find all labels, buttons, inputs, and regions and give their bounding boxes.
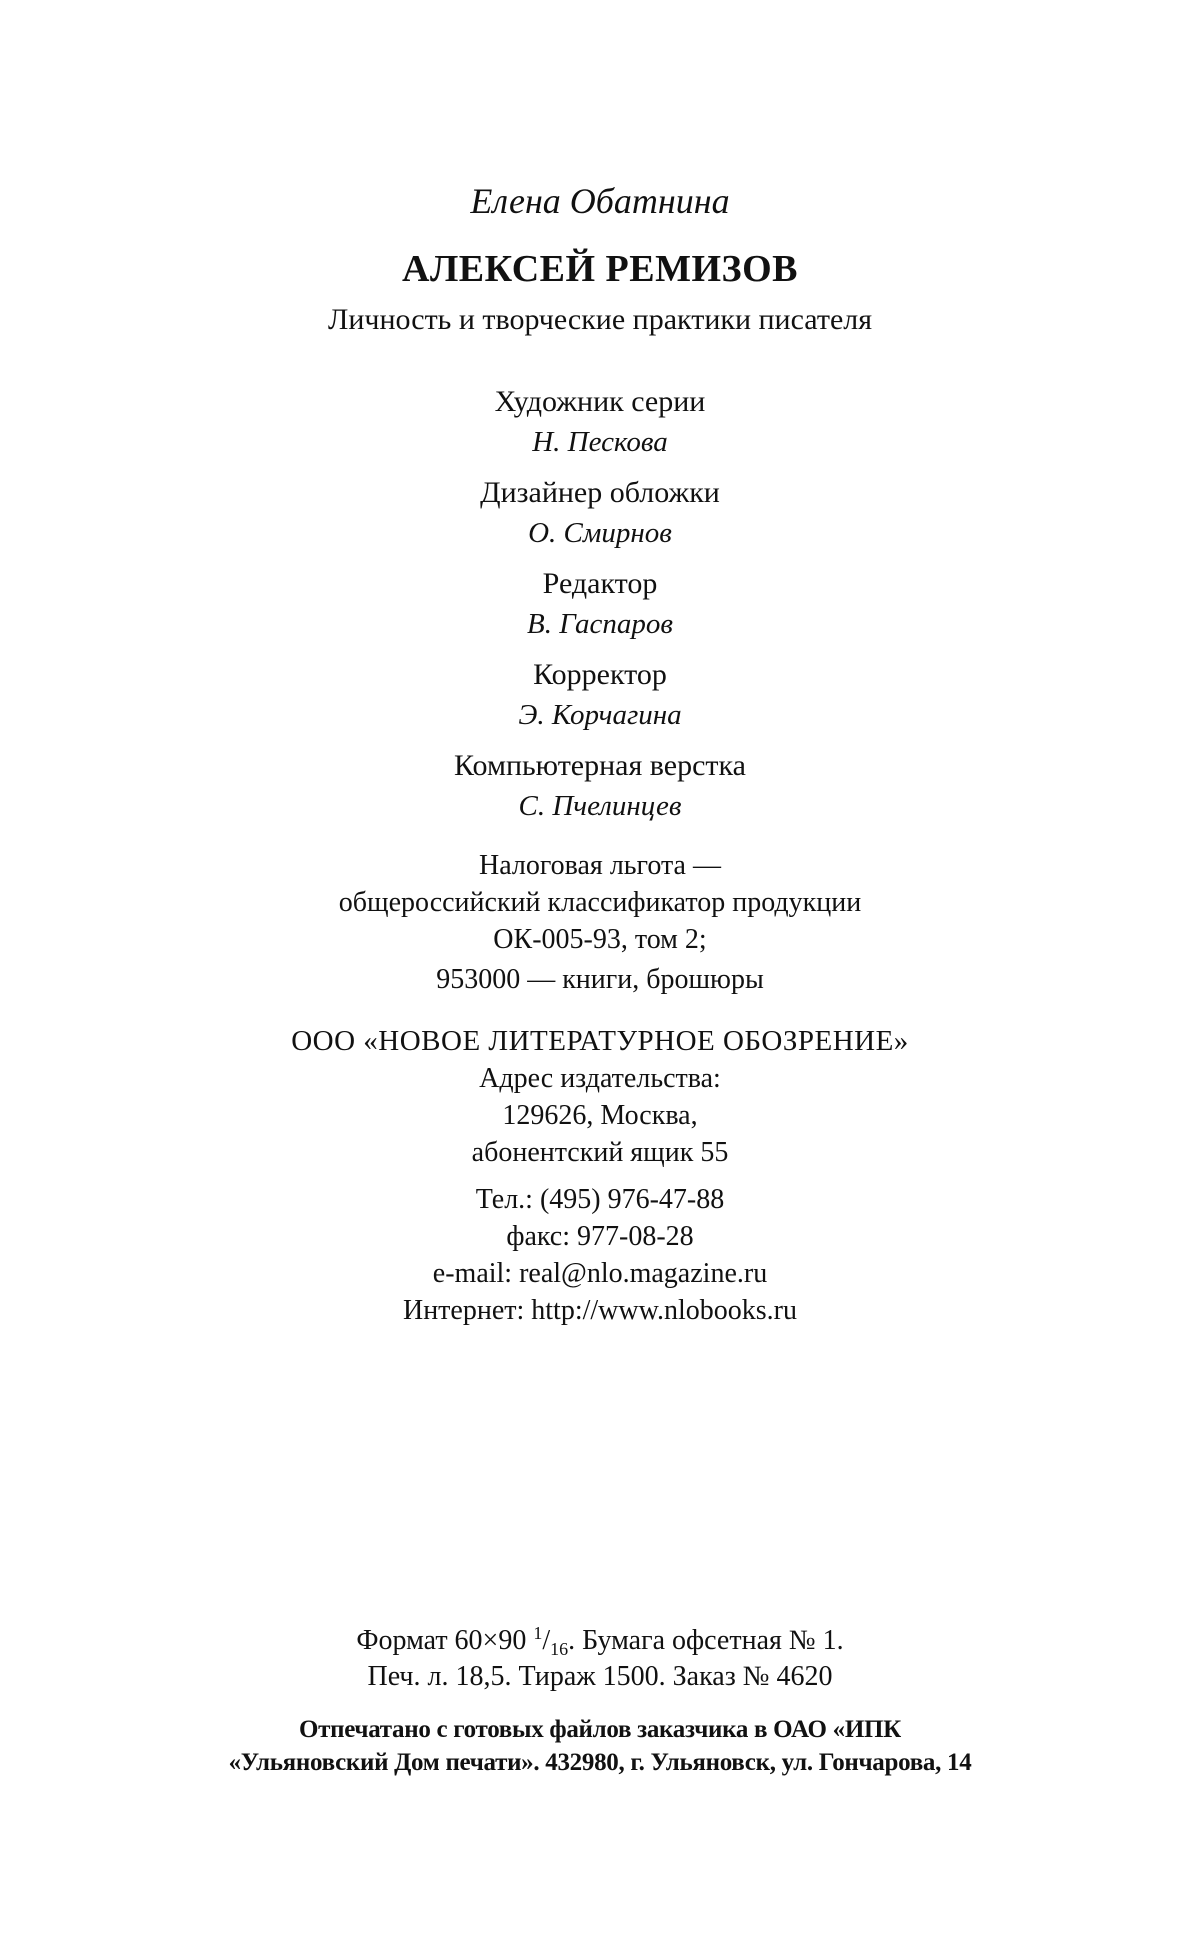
format-fraction-denominator: 16 bbox=[550, 1639, 569, 1659]
imprint-print-run-line: Печ. л. 18,5. Тираж 1500. Заказ № 4620 bbox=[367, 1661, 833, 1692]
tax-line-3: ОК-005-93, том 2; bbox=[493, 924, 707, 955]
publisher-website: Интернет: http://www.nlobooks.ru bbox=[402, 1295, 798, 1326]
credit-role-layout: Компьютерная верстка bbox=[454, 749, 746, 782]
format-fraction-numerator: 1 bbox=[533, 1623, 543, 1643]
credit-role-series-artist: Художник серии bbox=[494, 385, 706, 418]
credit-person-cover-designer: О. Смирнов bbox=[528, 517, 672, 549]
tax-line-2: общероссийский классификатор продукции bbox=[338, 887, 862, 918]
tax-line-1: Налоговая льгота — bbox=[479, 850, 721, 881]
credit-role-proofreader: Корректор bbox=[533, 658, 667, 691]
credit-person-editor: В. Гаспаров bbox=[527, 608, 673, 640]
format-suffix: . Бумага офсетная № 1. bbox=[568, 1625, 844, 1656]
book-title: АЛЕКСЕЙ РЕМИЗОВ bbox=[402, 248, 798, 290]
tax-line-4: 953000 — книги, брошюры bbox=[436, 964, 764, 995]
credit-role-cover-designer: Дизайнер обложки bbox=[480, 476, 720, 509]
publisher-phone: Тел.: (495) 976-47-88 bbox=[475, 1184, 725, 1215]
credit-person-layout: С. Пчелинцев bbox=[518, 790, 682, 822]
credit-person-proofreader: Э. Корчагина bbox=[518, 699, 682, 731]
format-fraction-slash: / bbox=[542, 1625, 551, 1656]
publisher-email: e-mail: real@nlo.magazine.ru bbox=[432, 1258, 768, 1289]
publisher-address-city: 129626, Москва, bbox=[502, 1100, 698, 1131]
imprint-format-line bbox=[0, 1624, 1200, 1658]
credit-role-editor: Редактор bbox=[542, 567, 658, 600]
publisher-address-box: абонентский ящик 55 bbox=[471, 1137, 729, 1168]
printer-line-1: Отпечатано с готовых файлов заказчика в ОАО «ИПК bbox=[299, 1716, 901, 1743]
author-name: Елена Обатнина bbox=[470, 181, 730, 221]
book-subtitle: Личность и творческие практики писателя bbox=[327, 303, 873, 336]
printer-line-2: «Ульяновский Дом печати». 432980, г. Ульяновск, ул. Гончарова, 14 bbox=[228, 1749, 972, 1776]
publisher-fax: факс: 977-08-28 bbox=[506, 1221, 694, 1252]
format-prefix: Формат 60×90 bbox=[356, 1625, 534, 1656]
credit-person-series-artist: Н. Пескова bbox=[532, 426, 668, 458]
publisher-address-label: Адрес издательства: bbox=[479, 1063, 721, 1094]
publisher-name: ООО «НОВОЕ ЛИТЕРАТУРНОЕ ОБОЗРЕНИЕ» bbox=[291, 1025, 909, 1057]
